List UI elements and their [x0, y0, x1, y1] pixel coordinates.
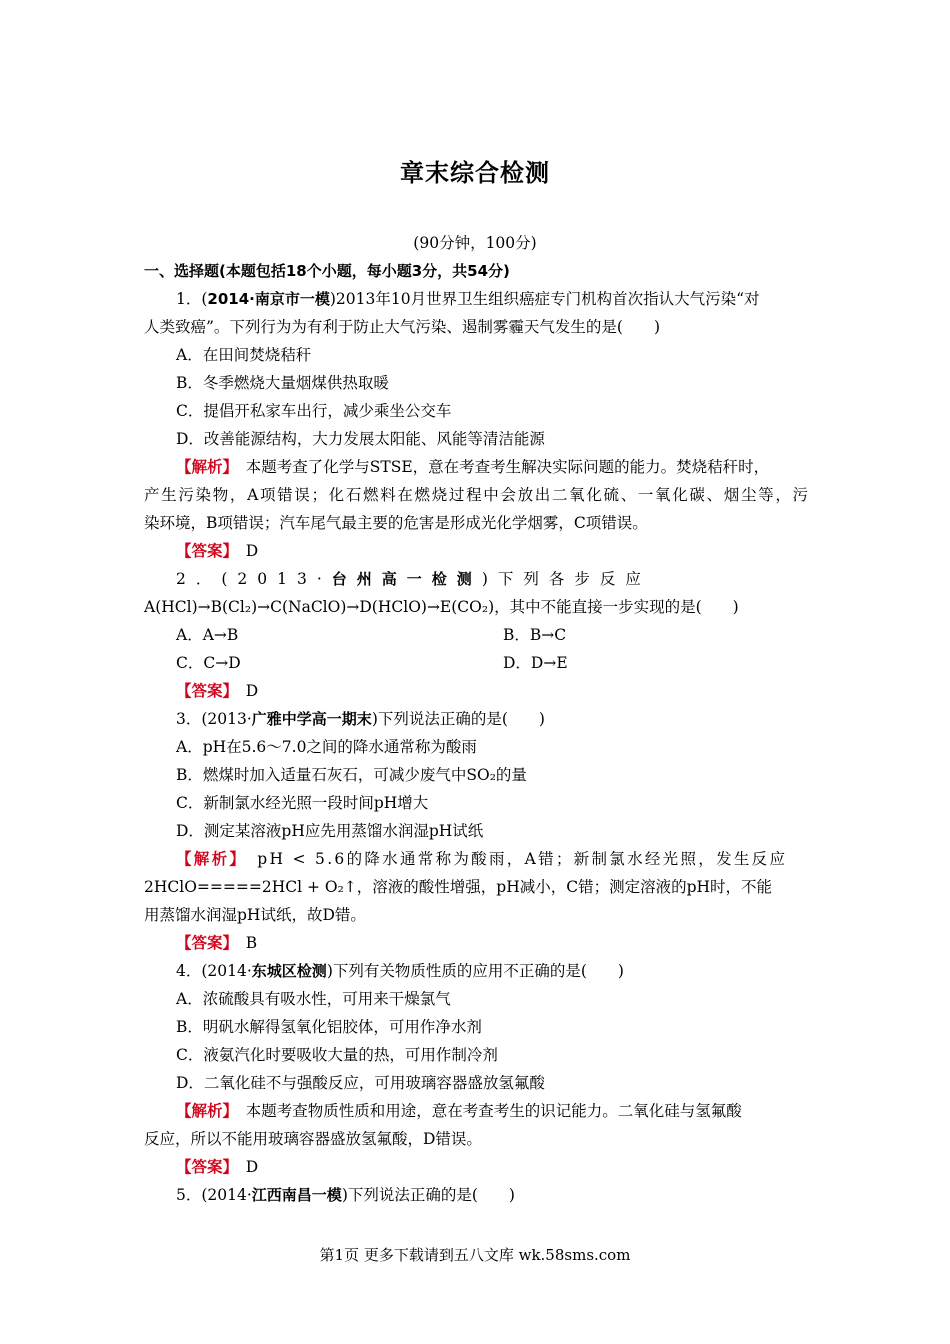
- option: B．燃煤时加入适量石灰石，可减少废气中SO₂的量: [176, 766, 527, 784]
- analysis-line: 【解析】 pH < 5.6的降水通常称为酸雨，A错；新制氯水经光照，发生反应: [176, 850, 788, 868]
- question-5-stem: 5．(2014·江西南昌一模)下列说法正确的是( ): [176, 1186, 515, 1204]
- answer-label: 【答案】: [176, 682, 231, 700]
- option: D．D→E: [503, 654, 568, 672]
- option: C．液氨汽化时要吸收大量的热，可用作制冷剂: [176, 1046, 498, 1064]
- answer-label: 【答案】: [176, 1158, 231, 1176]
- analysis-line: 产生污染物，A项错误；化石燃料在燃烧过程中会放出二氧化硫、一氧化碳、烟尘等，污: [144, 486, 808, 504]
- analysis-line: 用蒸馏水润湿pH试纸，故D错。: [144, 906, 366, 924]
- page-footer: 第1页 更多下载请到五八文库 wk.58sms.com: [319, 1246, 631, 1264]
- question-4-stem: 4．(2014·东城区检测)下列有关物质性质的应用不正确的是( ): [176, 962, 624, 980]
- question-3-stem: 3．(2013·广雅中学高一期末)下列说法正确的是( ): [176, 710, 545, 728]
- option: A．在田间焚烧秸秆: [176, 346, 312, 364]
- question-2-stem-line2: A(HCl)→B(Cl₂)→C(NaClO)→D(HClO)→E(CO₂)，其中不能直接一步实现的是( ): [144, 598, 739, 616]
- analysis-line: 【解析】 本题考查物质性质和用途，意在考查考生的识记能力。二氧化硅与氢氟酸: [176, 1102, 742, 1120]
- analysis-line: 染环境，B项错误；汽车尾气最主要的危害是形成光化学烟雾，C项错误。: [144, 514, 648, 532]
- analysis-label: 【解析】: [176, 1102, 231, 1120]
- question-2-stem-line1: 2．(2013·台州高一检测)下列各步反应: [176, 570, 651, 588]
- option: B．冬季燃烧大量烟煤供热取暖: [176, 374, 389, 392]
- option: D．二氧化硅不与强酸反应，可用玻璃容器盛放氢氟酸: [176, 1074, 545, 1092]
- answer-line: 【答案】 D: [176, 682, 259, 700]
- question-source: 台州高一检测: [331, 570, 482, 588]
- option: C．新制氯水经光照一段时间pH增大: [176, 794, 429, 812]
- option: D．改善能源结构，大力发展太阳能、风能等清洁能源: [176, 430, 545, 448]
- analysis-line: 反应，所以不能用玻璃容器盛放氢氟酸，D错误。: [144, 1130, 482, 1148]
- question-1-stem-line2: 人类致癌”。下列行为为有利于防止大气污染、遏制雾霾天气发生的是( ): [144, 318, 661, 336]
- option: C．C→D: [176, 654, 241, 672]
- option: D．测定某溶液pH应先用蒸馏水润湿pH试纸: [176, 822, 484, 840]
- question-source: 东城区检测: [251, 962, 327, 980]
- option: A．pH在5.6～7.0之间的降水通常称为酸雨: [176, 738, 477, 756]
- option: A．A→B: [176, 626, 239, 644]
- question-source: 江西南昌一模: [251, 1186, 342, 1204]
- analysis-line: 【解析】 本题考查了化学与STSE，意在考查考生解决实际问题的能力。焚烧秸秆时，: [176, 458, 770, 476]
- analysis-label: 【解析】: [176, 458, 231, 476]
- time-score: (90分钟，100分): [413, 234, 537, 252]
- option: C．提倡开私家车出行，减少乘坐公交车: [176, 402, 452, 420]
- option: B．明矾水解得氢氧化铝胶体，可用作净水剂: [176, 1018, 482, 1036]
- section-heading: 一、选择题(本题包括18个小题，每小题3分，共54分): [144, 262, 510, 280]
- answer-label: 【答案】: [176, 542, 231, 560]
- option: B．B→C: [503, 626, 567, 644]
- question-source: 2014·南京市一模: [207, 290, 330, 308]
- answer-line: 【答案】 B: [176, 934, 258, 952]
- answer-label: 【答案】: [176, 934, 231, 952]
- analysis-line: 2HClO=====2HCl + O₂↑，溶液的酸性增强，pH减小，C错；测定溶液的pH时，不能: [144, 878, 773, 896]
- page-title: 章末综合检测: [400, 159, 550, 187]
- option: A．浓硫酸具有吸水性，可用来干燥氯气: [176, 990, 451, 1008]
- question-source: 广雅中学高一期末: [251, 710, 372, 728]
- question-1-stem-line1: 1．(2014·南京市一模)2013年10月世界卫生组织癌症专门机构首次指认大气污染“对: [176, 290, 760, 308]
- answer-line: 【答案】 D: [176, 1158, 259, 1176]
- answer-line: 【答案】 D: [176, 542, 259, 560]
- analysis-label: 【解析】: [176, 850, 240, 868]
